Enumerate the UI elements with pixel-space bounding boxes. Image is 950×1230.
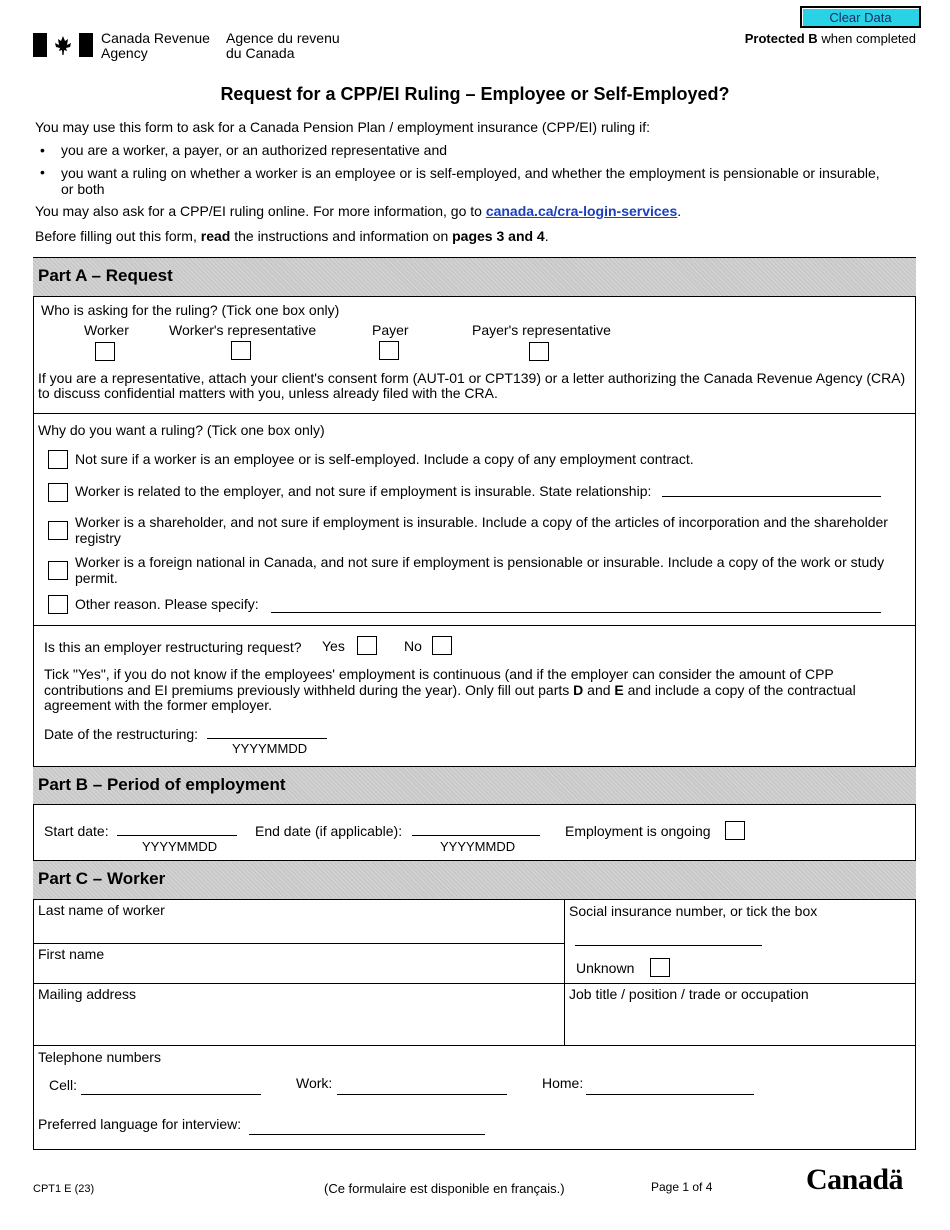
restructuring-question: Is this an employer restructuring request?: [44, 639, 302, 655]
cell-label: Cell:: [49, 1077, 78, 1093]
divider: [33, 413, 916, 414]
reason-4-label-cont: permit.: [75, 570, 118, 586]
part-b-header: [33, 766, 916, 805]
sin-unknown-checkbox[interactable]: [650, 958, 670, 977]
reason-5-checkbox[interactable]: [48, 595, 68, 614]
tick-and: and: [587, 682, 611, 698]
last-name-label: Last name of worker: [38, 902, 165, 918]
who-question: Who is asking for the ruling? (Tick one box only): [41, 302, 340, 318]
agency-name-fr: Agence du revenu: [226, 30, 340, 46]
canada-wordmark: Canadä: [806, 1163, 904, 1196]
restructuring-no-checkbox[interactable]: [432, 636, 452, 655]
read-bold: read: [200, 228, 231, 244]
protected-b-label: [700, 31, 916, 46]
first-name-label: First name: [38, 946, 105, 962]
reason-1-checkbox[interactable]: [48, 450, 68, 469]
first-name-input[interactable]: [38, 961, 558, 981]
yes-label: Yes: [322, 638, 345, 654]
work-phone-input[interactable]: [337, 1094, 507, 1095]
protected-b-bold: Protected B: [744, 31, 818, 46]
tick-note-2-text: contributions and EI premiums previously withheld during the year). Only fill out parts: [44, 682, 570, 698]
end-date-label: End date (if applicable):: [255, 823, 403, 839]
reason-4-label: Worker is a foreign national in Canada, and not sure if employment is pensionable or insurable. Include a copy of the work or study: [75, 554, 885, 570]
sin-label: Social insurance number, or tick the box: [569, 903, 818, 919]
language-label: Preferred language for interview:: [38, 1116, 242, 1132]
unknown-label: Unknown: [576, 960, 635, 976]
start-date-label: Start date:: [44, 823, 109, 839]
end-date-format: YYYYMMDD: [440, 839, 516, 854]
option-payer-rep-label: Payer's representative: [472, 322, 611, 338]
part-a-header: [33, 257, 916, 297]
online-info: [35, 203, 681, 219]
intro-line: You may use this form to ask for a Canada Pension Plan / employment insurance (CPP/EI) ruling if:: [35, 119, 651, 135]
divider: [33, 983, 916, 984]
mailing-address-label: Mailing address: [38, 986, 137, 1002]
online-end: .: [677, 203, 682, 219]
column-divider: [564, 900, 565, 1046]
ongoing-label: Employment is ongoing: [565, 823, 711, 839]
job-title-label: Job title / position / trade or occupation: [569, 986, 809, 1002]
ongoing-checkbox[interactable]: [725, 821, 745, 840]
before-end: .: [544, 228, 549, 244]
payer-checkbox[interactable]: [379, 341, 399, 360]
restructuring-date-input[interactable]: [207, 738, 327, 739]
before-text-2: the instructions and information on: [234, 228, 449, 244]
before-filling: [35, 228, 549, 244]
intro-bullet-2: you want a ruling on whether a worker is an employee or is self-employed, and whether the employment is pensionable or insurable,: [61, 165, 880, 181]
agency-name-fr-2: du Canada: [226, 45, 295, 61]
divider: [33, 943, 564, 944]
tick-note-3: agreement with the former employer.: [44, 697, 272, 713]
home-label: Home:: [542, 1075, 584, 1091]
tick-note-2: [44, 682, 856, 698]
payer-rep-checkbox[interactable]: [529, 342, 549, 361]
part-d-bold: D: [573, 682, 584, 698]
bullet-dot: •: [40, 142, 45, 158]
pages-bold: pages 3 and 4: [452, 228, 545, 244]
bullet-dot: •: [40, 164, 45, 180]
work-label: Work:: [296, 1075, 333, 1091]
relationship-input[interactable]: [662, 496, 881, 497]
clear-data-button[interactable]: Clear Data: [800, 6, 921, 28]
worker-checkbox[interactable]: [95, 342, 115, 361]
other-reason-input[interactable]: [271, 612, 881, 613]
no-label: No: [404, 638, 422, 654]
part-c-header: [33, 860, 916, 900]
start-date-input[interactable]: [117, 835, 237, 836]
reason-4-checkbox[interactable]: [48, 561, 68, 580]
rep-note-2: to discuss confidential matters with you, unless already filed with the CRA.: [38, 385, 498, 401]
reason-2-label: Worker is related to the employer, and not sure if employment is insurable. State relationship:: [75, 483, 652, 499]
cra-login-link[interactable]: canada.ca/cra-login-services: [485, 203, 678, 219]
worker-rep-checkbox[interactable]: [231, 341, 251, 360]
sin-input[interactable]: [575, 945, 762, 946]
cell-input[interactable]: [81, 1094, 261, 1095]
restructuring-date-label: Date of the restructuring:: [44, 726, 199, 742]
home-phone-input[interactable]: [586, 1094, 754, 1095]
why-question: Why do you want a ruling? (Tick one box only): [38, 422, 325, 438]
reason-3-label-cont: registry: [75, 530, 121, 546]
protected-b-rest: when completed: [821, 31, 916, 46]
part-c-title: Part C – Worker: [38, 869, 166, 888]
reason-2-checkbox[interactable]: [48, 483, 68, 502]
divider: [33, 1045, 916, 1046]
option-payer-label: Payer: [372, 322, 409, 338]
government-of-canada-logo: [33, 33, 93, 57]
part-b-title: Part B – Period of employment: [38, 775, 286, 794]
form-id: CPT1 E (23): [33, 1183, 95, 1195]
page-title: Request for a CPP/EI Ruling – Employee or Self-Employed?: [220, 84, 730, 104]
reason-1-label: Not sure if a worker is an employee or is self-employed. Include a copy of any employment contract.: [75, 451, 694, 467]
online-text: You may also ask for a CPP/EI ruling online. For more information, go to: [35, 203, 482, 219]
language-input[interactable]: [249, 1134, 485, 1135]
job-title-input[interactable]: [569, 1003, 909, 1041]
restructuring-yes-checkbox[interactable]: [357, 636, 377, 655]
reason-3-checkbox[interactable]: [48, 521, 68, 540]
reason-5-label: Other reason. Please specify:: [75, 596, 259, 612]
intro-bullet-2-cont: or both: [61, 181, 105, 197]
part-e-bold: E: [614, 682, 624, 698]
last-name-input[interactable]: [38, 918, 558, 940]
tick-note-2b: and include a copy of the contractual: [627, 682, 856, 698]
date-format-hint: YYYYMMDD: [232, 741, 308, 756]
french-availability: (Ce formulaire est disponible en français.): [324, 1181, 565, 1196]
reason-3-label: Worker is a shareholder, and not sure if employment is insurable. Include a copy of the articles of incorporation and the shareholder: [75, 514, 888, 530]
start-date-format: YYYYMMDD: [142, 839, 218, 854]
tick-note-1: Tick "Yes", if you do not know if the employees' employment is continuous (and if the employer can consider the amount of CPP: [44, 666, 834, 682]
end-date-input[interactable]: [412, 835, 540, 836]
agency-name-en: Canada Revenue: [101, 30, 210, 46]
agency-name-en-2: Agency: [101, 45, 148, 61]
page-number: Page 1 of 4: [651, 1180, 713, 1194]
divider: [33, 625, 916, 626]
rep-note: If you are a representative, attach your client's consent form (AUT-01 or CPT139) or a letter authorizing the Canada Revenue Agency (CRA): [38, 370, 906, 386]
before-text: Before filling out this form,: [35, 228, 197, 244]
intro-bullet-1: you are a worker, a payer, or an authorized representative and: [61, 142, 448, 158]
option-worker-rep-label: Worker's representative: [169, 322, 317, 338]
mailing-address-input[interactable]: [38, 1003, 558, 1041]
option-worker-label: Worker: [84, 322, 129, 338]
telephone-label: Telephone numbers: [38, 1049, 161, 1065]
canada-flag-icon: [33, 33, 93, 57]
part-a-title: Part A – Request: [38, 266, 173, 285]
